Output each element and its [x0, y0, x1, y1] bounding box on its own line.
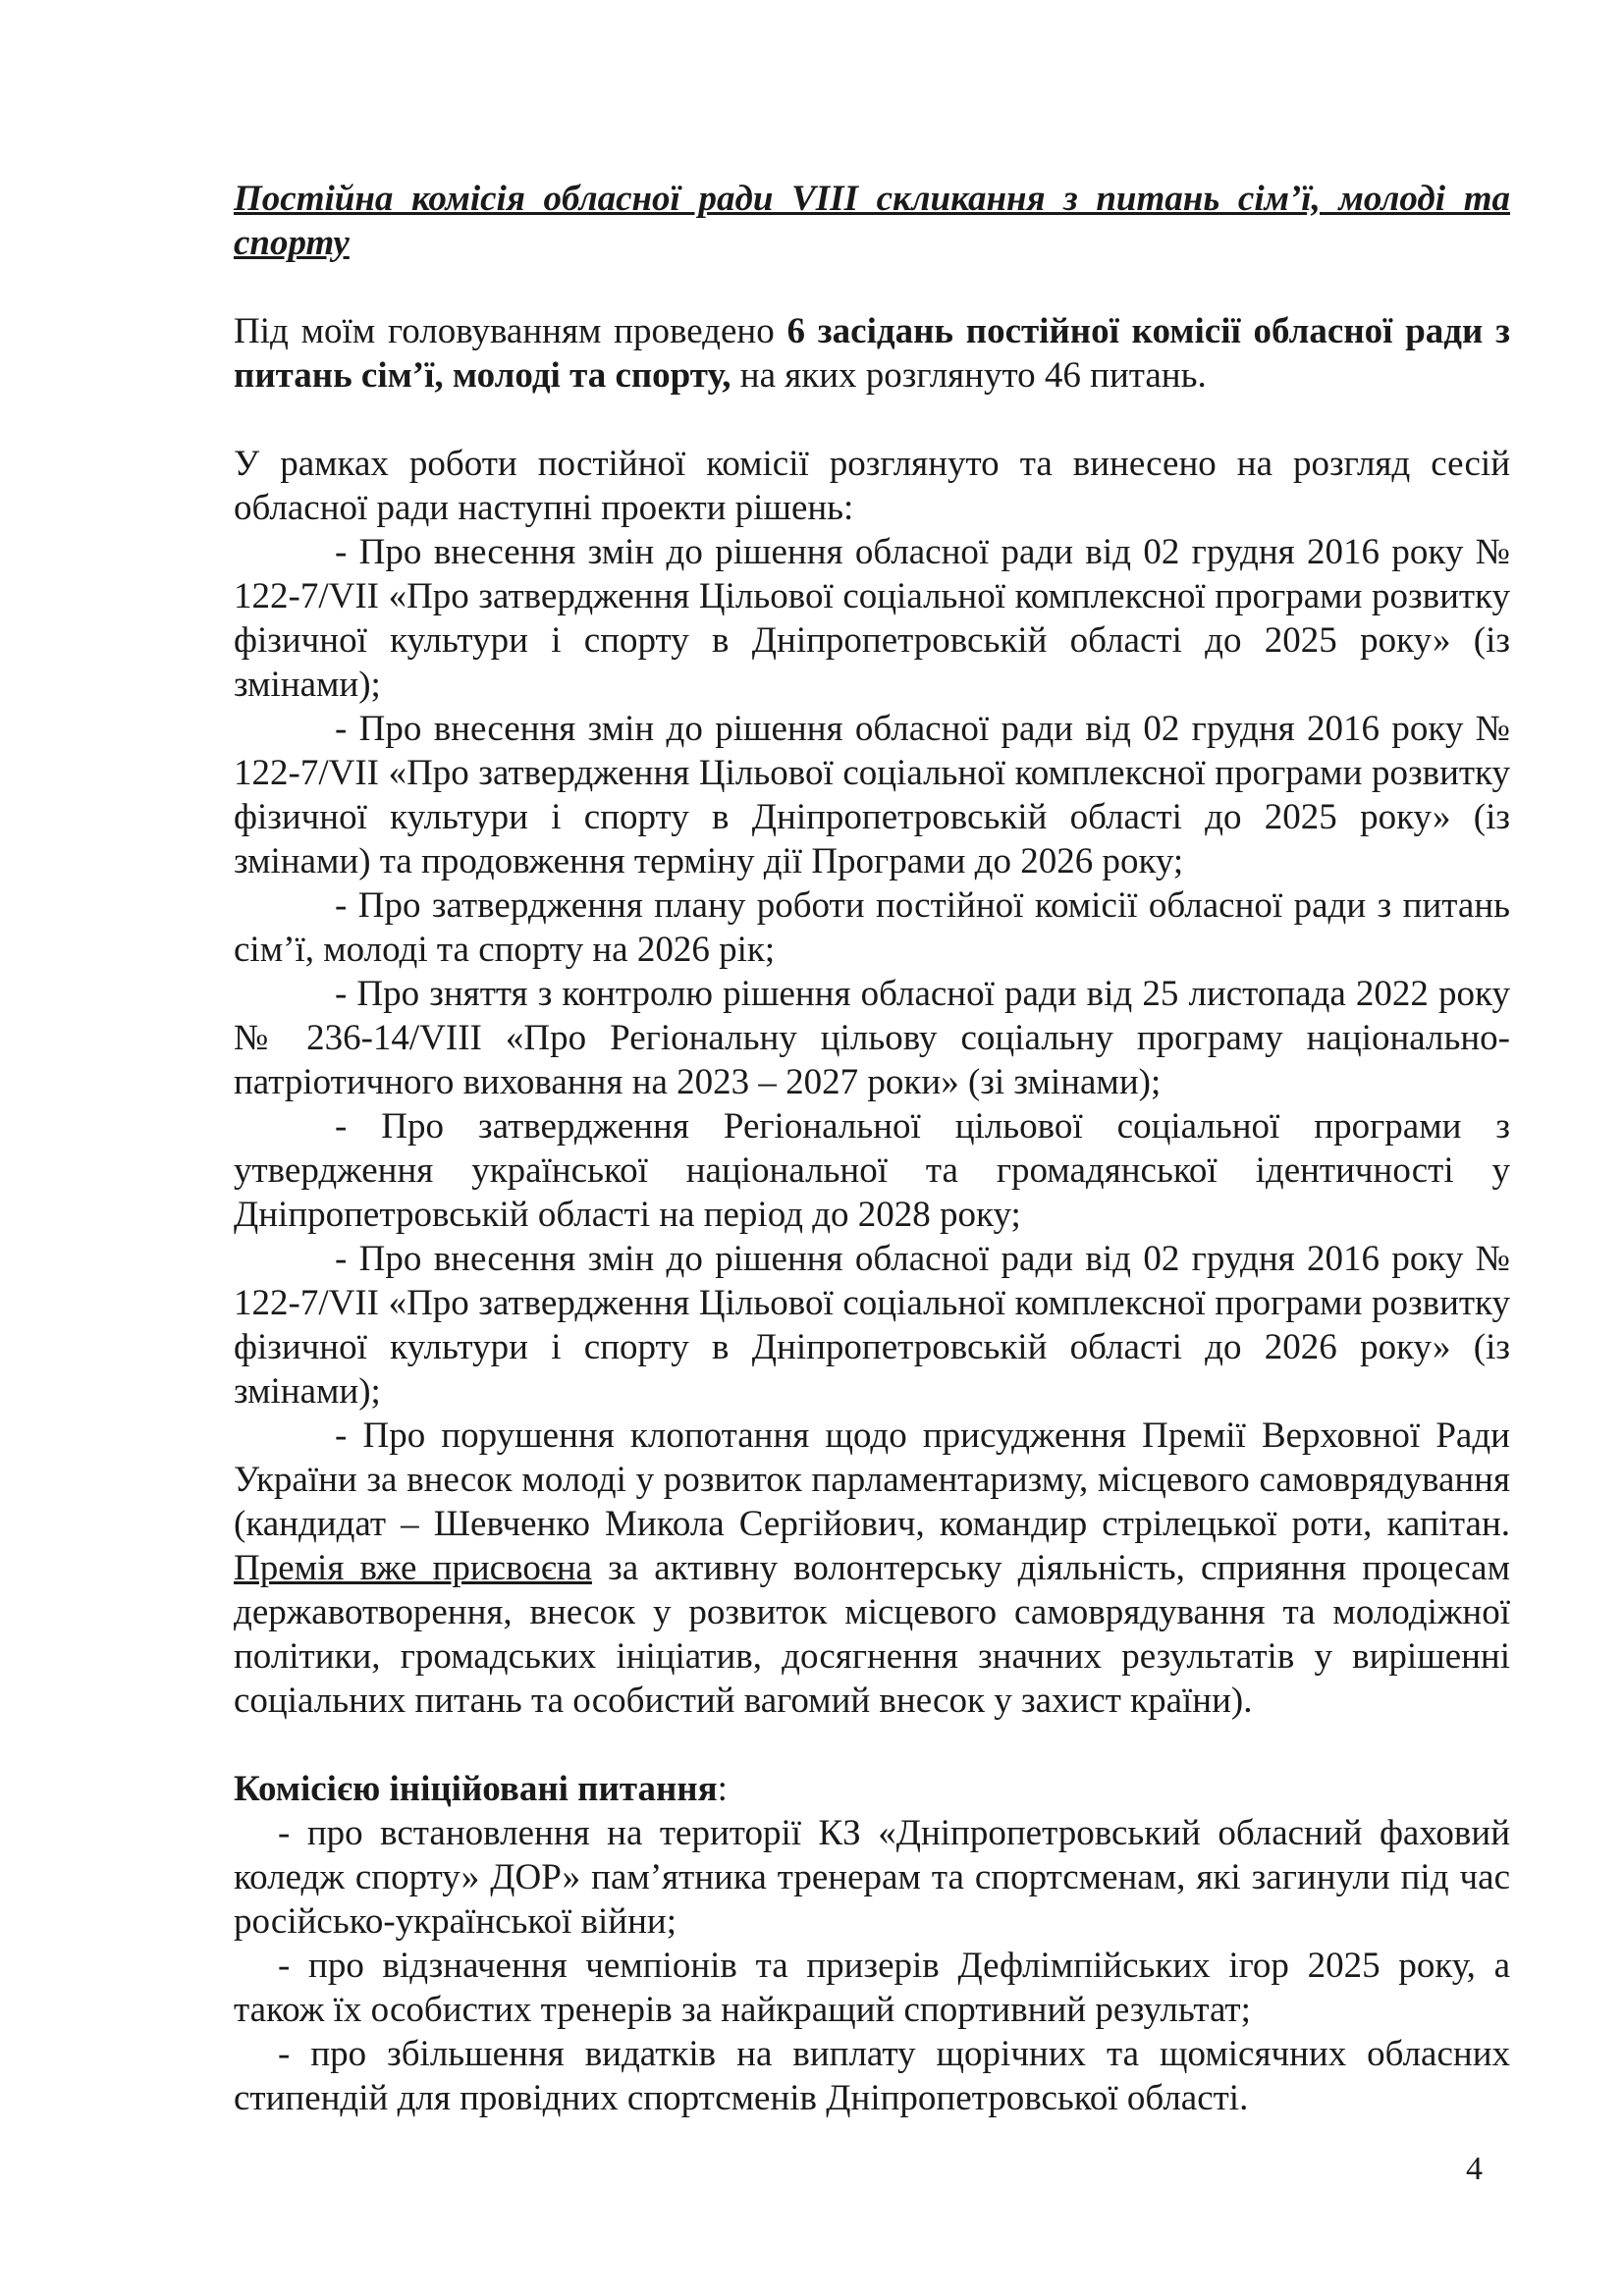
intro-prefix: Під моїм головуванням проведено	[234, 311, 787, 351]
draft-decision-item: - Про зняття з контролю рішення обласної ради від 25 листопада 2022 року № 236-14/VIII «Про Регіональну цільову соціальну програму національно-патріотичного виховання на 2023 – 2027 роки» (зі змінами);	[234, 974, 1510, 1102]
intro-bold: 6 засідань постійної комісії обласної ради з питань сім’ї, молоді та спорту,	[234, 311, 1510, 396]
draft-decision-item: - Про внесення змін до рішення обласної ради від 02 грудня 2016 року № 122-7/VII «Про затвердження Цільової соціальної комплексної програми розвитку фізичної культури і спорту в Дніпропетровській області до 2026 року» (із змінами);	[234, 1239, 1510, 1412]
initiated-title: Комісією ініційовані питання	[234, 1769, 718, 1809]
draft-decision-item: - Про затвердження плану роботи постійної комісії обласної ради з питань сім’ї, молоді та спорту на 2026 рік;	[234, 885, 1510, 970]
premium-item-after: за активну волонтерську діяльність, сприяння процесам державотворення, внесок у розвиток місцевого самоврядування та молодіжної політики, громадських ініціатив, досягнення значних результатів у вирішенні соціальних питань та особистий вагомий внесок у захист країни).	[234, 1548, 1510, 1721]
page-number: 4	[1466, 2151, 1483, 2187]
initiated-item: - про встановлення на території КЗ «Дніпропетровський обласний фаховий коледж спорту» ДОР» пам’ятника тренерам та спортсменам, які загинули під час російсько-української війни;	[234, 1813, 1510, 1942]
initiated-colon: :	[717, 1769, 728, 1809]
initiated-heading	[234, 1767, 1510, 1811]
document-page	[234, 177, 1510, 2120]
framework-paragraph: У рамках роботи постійної комісії розглянуто та винесено на розгляд сесій обласної ради наступні проекти рішень:	[234, 444, 1510, 528]
section-heading: Постійна комісія обласної ради VIII скликання з питань сім’ї, молоді та спорту	[234, 179, 1510, 263]
initiated-item: - про відзначення чемпіонів та призерів Дефлімпійських ігор 2025 року, а також їх особистих тренерів за найкращий спортивний результат;	[234, 1946, 1510, 2030]
premium-item	[234, 1414, 1510, 1723]
draft-decision-item: - Про внесення змін до рішення обласної ради від 02 грудня 2016 року № 122-7/VII «Про затвердження Цільової соціальної комплексної програми розвитку фізичної культури і спорту в Дніпропетровській області до 2025 року» (із змінами) та продовження терміну дії Програми до 2026 року;	[234, 709, 1510, 881]
draft-decision-item: - Про затвердження Регіональної цільової соціальної програми з утвердження української національної та громадянської ідентичності у Дніпропетровській області на період до 2028 року;	[234, 1106, 1510, 1235]
initiated-item: - про збільшення видатків на виплату щорічних та щомісячних обласних стипендій для провідних спортсменів Дніпропетровської області.	[234, 2034, 1510, 2118]
intro-paragraph	[234, 309, 1510, 398]
draft-decision-item: - Про внесення змін до рішення обласної ради від 02 грудня 2016 року № 122-7/VII «Про затвердження Цільової соціальної комплексної програми розвитку фізичної культури і спорту в Дніпропетровській області до 2025 року» (із змінами);	[234, 532, 1510, 705]
intro-suffix: на яких розглянуто 46 питань.	[731, 355, 1207, 396]
premium-item-before: - Про порушення клопотання щодо присудження Премії Верховної Ради України за внесок молоді у розвиток парламентаризму, місцевого самоврядування (кандидат – Шевченко Микола Сергійович, командир стрілецької роти, капітан.	[234, 1415, 1510, 1544]
premium-awarded-note: Премія вже присвоєна	[234, 1548, 592, 1588]
